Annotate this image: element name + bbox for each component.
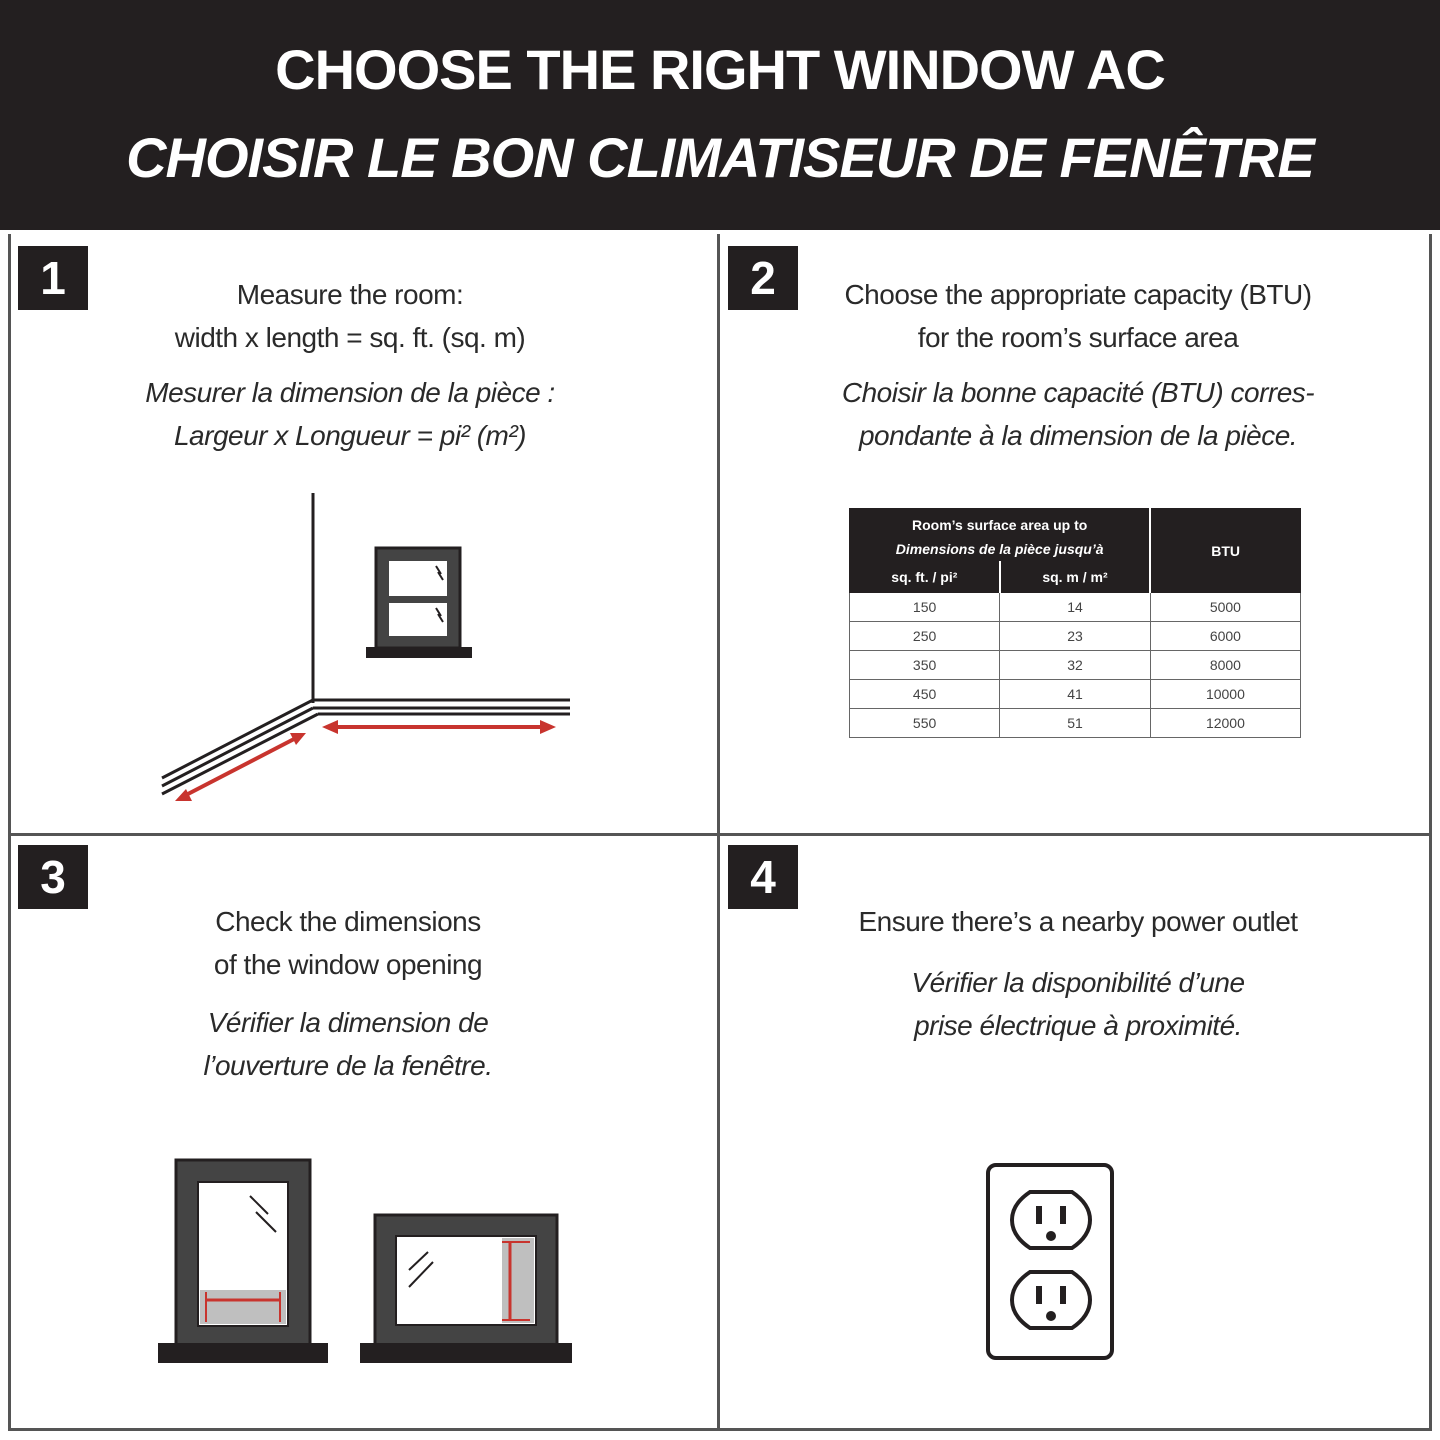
step-2-number: 2 — [728, 246, 798, 310]
table-cell: 550 — [850, 709, 1000, 738]
step-1-line: Measure the room: — [236, 279, 464, 310]
table-header-fr: Dimensions de la pièce jusqu’à — [895, 541, 1104, 557]
step-4-line: Vérifier la disponibilité d’une — [911, 967, 1245, 998]
step-1-line: Largeur x Longueur = pi² (m²) — [173, 420, 526, 451]
table-cell: 450 — [850, 680, 1000, 709]
table-cell: 5000 — [1150, 593, 1300, 622]
step-4-line: prise électrique à proximité. — [914, 1010, 1242, 1041]
table-cell: 41 — [1000, 680, 1151, 709]
step-3-line: l’ouverture de la fenêtre. — [203, 1050, 493, 1081]
table-header-en: Room’s surface area up to — [912, 517, 1088, 533]
table-cell: 6000 — [1150, 622, 1300, 651]
step-4-number: 4 — [728, 845, 798, 909]
table-cell: 12000 — [1150, 709, 1300, 738]
table-cell: 250 — [850, 622, 1000, 651]
step-2-line: Choisir la bonne capacité (BTU) corres- — [841, 377, 1315, 408]
table-cell: 8000 — [1150, 651, 1300, 680]
table-cell: 23 — [1000, 622, 1151, 651]
step-2-line: for the room’s surface area — [917, 322, 1239, 353]
title-french: CHOISIR LE BON CLIMATISEUR DE FENÊTRE — [126, 126, 1314, 189]
title-english: CHOOSE THE RIGHT WINDOW AC — [275, 38, 1165, 101]
table-header-sqm: sq. m / m² — [1000, 562, 1151, 593]
step-2-line: Choose the appropriate capacity (BTU) — [844, 279, 1312, 310]
step-1-number: 1 — [18, 246, 88, 310]
step-3-line: Check the dimensions — [215, 906, 481, 937]
step-3-line: Vérifier la dimension de — [207, 1007, 489, 1038]
table-cell: 32 — [1000, 651, 1151, 680]
table-header-btu: BTU — [1150, 509, 1300, 593]
step-1-line: width x length = sq. ft. (sq. m) — [174, 322, 526, 353]
step-3-number: 3 — [18, 845, 88, 909]
table-cell: 150 — [850, 593, 1000, 622]
table-cell: 10000 — [1150, 680, 1300, 709]
table-cell: 14 — [1000, 593, 1151, 622]
step-4-line: Ensure there’s a nearby power outlet — [858, 906, 1298, 937]
step-3-line: of the window opening — [213, 949, 483, 980]
table-cell: 350 — [850, 651, 1000, 680]
step-1-line: Mesurer la dimension de la pièce : — [145, 377, 555, 408]
table-header-sqft: sq. ft. / pi² — [850, 562, 1000, 593]
step-2-line: pondante à la dimension de la pièce. — [858, 420, 1298, 451]
table-cell: 51 — [1000, 709, 1151, 738]
